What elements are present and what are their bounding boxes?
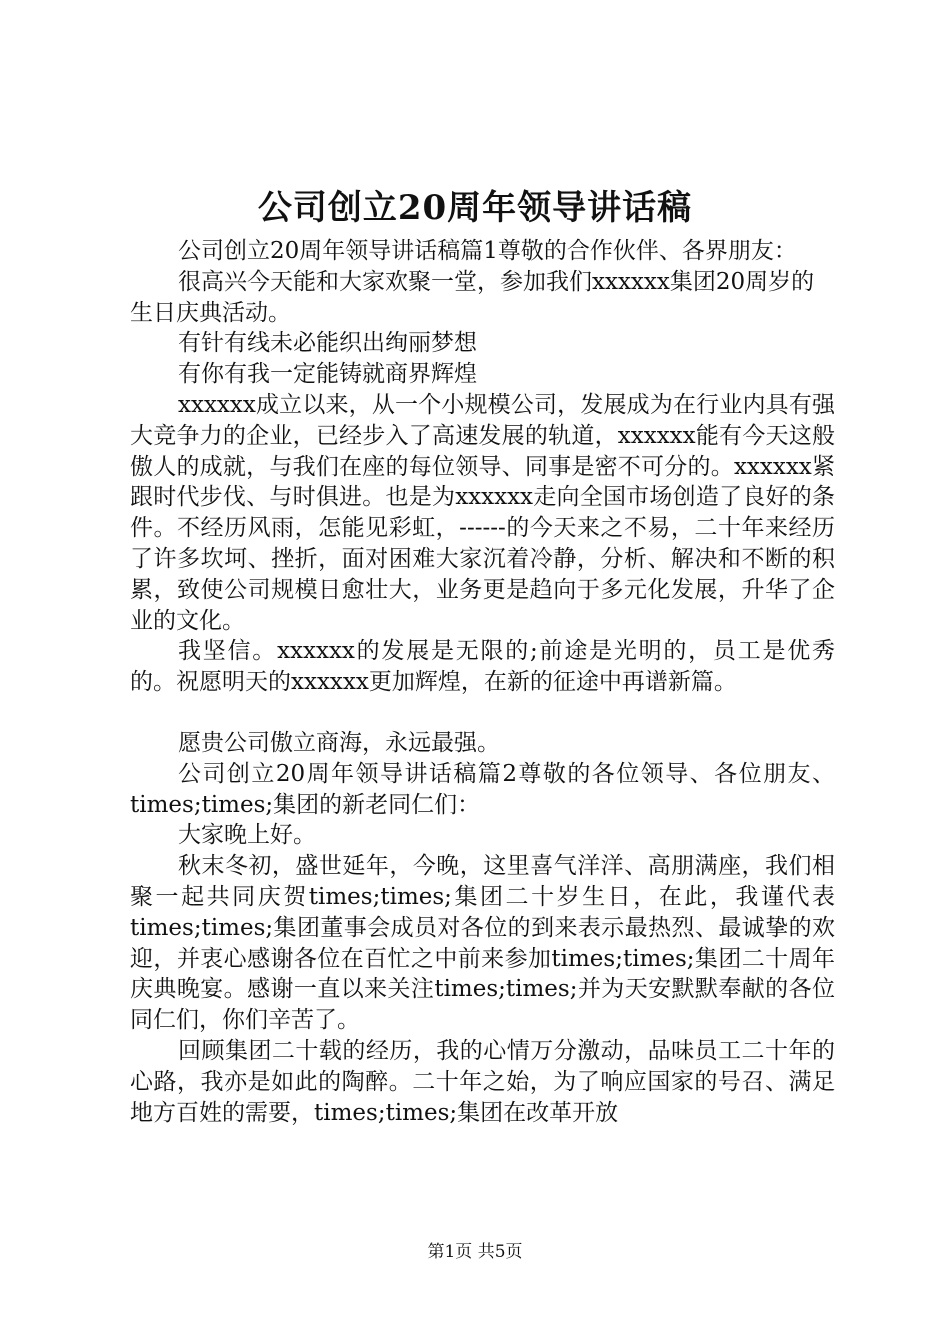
paragraph-wish: 愿贵公司傲立商海，永远最强。 — [178, 729, 500, 756]
paragraph-verse-1: 有针有线未必能织出绚丽梦想 — [178, 330, 477, 357]
paragraph-greeting-1: 公司创立20周年领导讲话稿篇1尊敬的合作伙伴、各界朋友： — [178, 238, 797, 264]
paragraph-good-evening: 大家晚上好。 — [178, 822, 316, 849]
paragraph-greeting-2: 公司创立20周年领导讲话稿篇2尊敬的各位领导、各位朋友、times;times;集团的新老同仁们： — [130, 760, 835, 818]
page-footer: 第1页 共5页 — [427, 1242, 523, 1262]
document-body — [130, 236, 835, 1128]
paragraph-welcome: 很高兴今天能和大家欢聚一堂，参加我们xxxxxx集团20周岁的生日庆典活动。 — [130, 268, 815, 326]
paragraph-history: xxxxxx成立以来，从一个小规模公司，发展成为在行业内具有强大竞争力的企业，已经步入了高速发展的轨道，xxxxxx能有今天这般傲人的成就，与我们在座的每位领导、同事是密不可分的。xxxxxx紧跟时代步伐、与时俱进。也是为xxxxxx走向全国市场创造了良好的条件。不经历风雨，怎能见彩虹，------的今天来之不易，二十年来经历了许多坎坷、挫折，面对困难大家沉着冷静，分析、解决和不断的积累，致使公司规模日愈壮大，业务更是趋向于多元化发展，升华了企业的文化。 — [130, 391, 835, 634]
paragraph-review: 回顾集团二十载的经历，我的心情万分激动，品味员工二十年的心路，我亦是如此的陶醉。二十年之始，为了响应国家的号召、满足地方百姓的需要，times;times;集团在改革开放 — [130, 1037, 835, 1126]
paragraph-belief: 我坚信。xxxxxx的发展是无限的;前途是光明的，员工是优秀的。祝愿明天的xxxxxx更加辉煌，在新的征途中再谱新篇。 — [130, 638, 835, 696]
document-title: 公司创立20周年领导讲话稿 — [257, 188, 693, 228]
paragraph-verse-2: 有你有我一定能铸就商界辉煌 — [178, 361, 477, 388]
paragraph-celebration: 秋末冬初，盛世延年，今晚，这里喜气洋洋、高朋满座，我们相聚一起共同庆贺times;times;集团二十岁生日，在此，我谨代表times;times;集团董事会成员对各位的到来表示最热烈、最诚挚的欢迎，并衷心感谢各位在百忙之中前来参加times;times;集团二十周年庆典晚宴。感谢一直以来关注times;times;并为天安默默奉献的各位同仁们，你们辛苦了。 — [130, 853, 835, 1034]
paragraph-spacer — [130, 698, 835, 728]
